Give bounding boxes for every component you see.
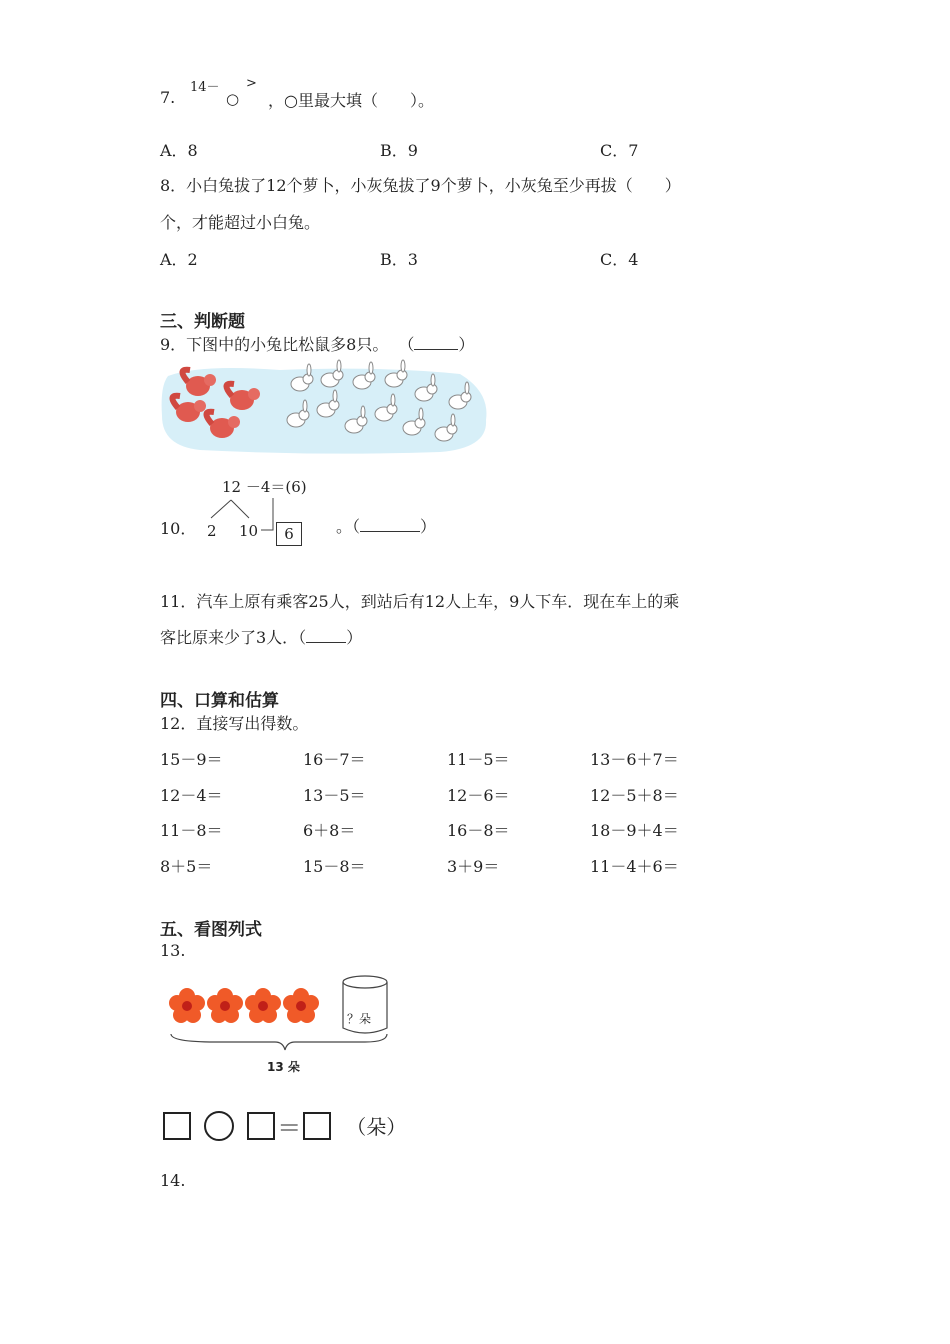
- q11-line2: 客比原来少了3人．（: [160, 628, 307, 647]
- total-brace: [171, 1034, 387, 1050]
- q7-circle: ○: [226, 90, 240, 108]
- operator-circle[interactable]: [204, 1111, 234, 1141]
- q7-option-a: A．8: [160, 141, 198, 160]
- q12-text: 12．直接写出得数。: [160, 714, 309, 733]
- q10-fig-mid: 10: [239, 522, 259, 540]
- calc-3-2: 6＋8＝: [303, 821, 356, 840]
- q8-line1: 8．小白兔拔了12个萝卜，小灰兔拔了9个萝卜，小灰兔至少再拔（ ）: [160, 176, 681, 195]
- q7-number: 7.: [160, 88, 176, 107]
- calc-4-4: 11－4＋6＝: [590, 857, 679, 876]
- answer-box-1[interactable]: [163, 1112, 191, 1140]
- calc-4-3: 3＋9＝: [447, 857, 500, 876]
- flower-icon: [207, 988, 243, 1023]
- calc-1-1: 15－9＝: [160, 750, 223, 769]
- q10-answer-blank[interactable]: [360, 517, 420, 532]
- q9-paren-open: （: [406, 335, 415, 354]
- calc-2-4: 12－5＋8＝: [590, 786, 679, 805]
- q7-text: ，○里最大填（ ）。: [268, 91, 434, 110]
- q9-question: 9．下图中的小兔比松鼠多8只。: [160, 335, 389, 354]
- q13-equation: [163, 1108, 406, 1143]
- q8-line2: 个，才能超过小白兔。: [160, 213, 321, 232]
- section3-title: 三、判断题: [160, 312, 245, 332]
- section5-title: 五、看图列式: [160, 920, 262, 940]
- q10-paren-close: ）: [420, 517, 437, 536]
- calc-3-1: 11－8＝: [160, 821, 223, 840]
- q8-option-b: B．3: [380, 250, 418, 269]
- answer-box-3[interactable]: [303, 1112, 331, 1140]
- q11-line1: 11．汽车上原有乘客25人，到站后有12人上车，9人下车．现在车上的乘: [160, 592, 680, 611]
- calc-1-4: 13－6＋7＝: [590, 750, 679, 769]
- squirrels-rabbits-picture: [160, 362, 490, 454]
- calc-2-1: 12－4＝: [160, 786, 223, 805]
- q8-option-a: A．2: [160, 250, 198, 269]
- calc-3-4: 18－9＋4＝: [590, 821, 679, 840]
- calc-4-2: 15－8＝: [303, 857, 366, 876]
- q11-paren-close: ）: [346, 628, 363, 647]
- total-label: 13 朵: [267, 1060, 300, 1074]
- q11-line2-wrap: [160, 625, 362, 648]
- q9-answer-blank[interactable]: [414, 335, 458, 350]
- q7-expr-gt: >: [246, 76, 257, 91]
- q11-answer-blank[interactable]: [306, 628, 346, 643]
- q7-expr-top: 14－: [190, 80, 220, 95]
- flower-icon: [169, 988, 205, 1023]
- unit-label: （朵）: [346, 1115, 407, 1139]
- q10-fig-box: 6: [276, 522, 302, 546]
- calc-2-2: 13－5＝: [303, 786, 366, 805]
- flower-icon: [283, 988, 319, 1023]
- answer-box-2[interactable]: [247, 1112, 275, 1140]
- q7-option-b: B．9: [380, 141, 418, 160]
- q10-number: 10．: [160, 519, 197, 538]
- calc-3-3: 16－8＝: [447, 821, 510, 840]
- q13-number: 13.: [160, 941, 186, 960]
- cup-label: ？朵: [347, 1012, 372, 1026]
- calc-2-3: 12－6＝: [447, 786, 510, 805]
- section4-title: 四、口算和估算: [160, 691, 279, 711]
- calc-4-1: 8＋5＝: [160, 857, 213, 876]
- q10-answer: [336, 514, 436, 537]
- q14-number: 14.: [160, 1171, 186, 1190]
- q10-fig-left: 2: [207, 522, 217, 540]
- q9-paren-close: ）: [458, 335, 475, 354]
- q9-text: [160, 332, 474, 355]
- q8-option-c: C．4: [600, 250, 639, 269]
- q7-option-c: C．7: [600, 141, 639, 160]
- flower-icon: [245, 988, 281, 1023]
- calc-1-3: 11－5＝: [447, 750, 510, 769]
- calc-1-2: 16－7＝: [303, 750, 366, 769]
- q10-fig-top: 12 －4＝(6): [222, 478, 307, 496]
- q10-dot: 。（: [336, 517, 361, 536]
- equals-sign: ＝: [277, 1114, 302, 1142]
